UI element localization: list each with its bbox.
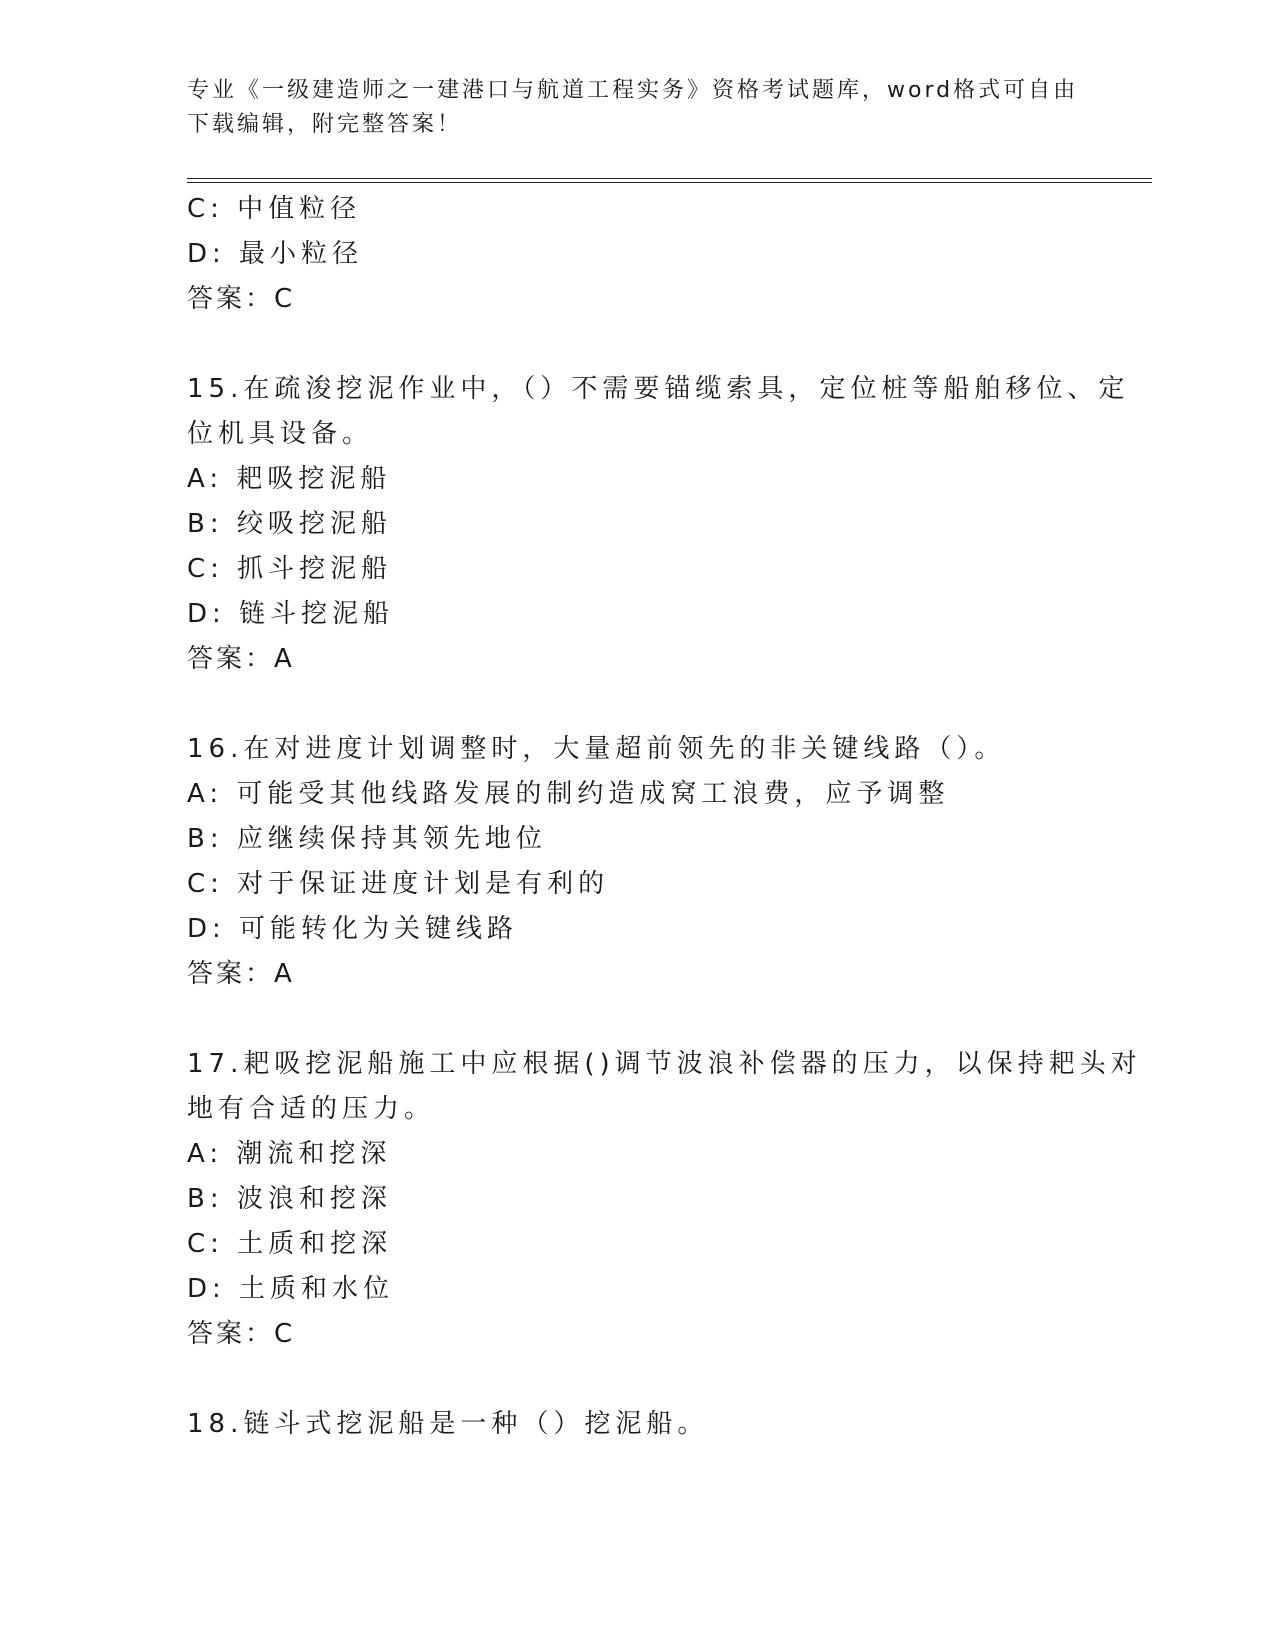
q15-option-d: D: 链斗挖泥船 [187,599,395,629]
header-line-1: 专业《一级建造师之一建港口与航道工程实务》资格考试题库，word格式可自由 [187,78,1079,103]
header-divider-bottom [187,182,1152,183]
header-line-2: 下载编辑，附完整答案！ [187,112,463,137]
q15-answer: 答案：A [187,644,295,674]
q14-option-d: D: 最小粒径 [187,239,364,269]
q16-option-c: C: 对于保证进度计划是有利的 [187,869,610,899]
q17-option-b: B: 波浪和挖深 [187,1184,392,1214]
q16-answer: 答案：A [187,959,295,989]
q15-option-a: A: 耙吸挖泥船 [187,464,392,494]
q15-stem-line-1: 15.在疏浚挖泥作业中，（）不需要锚缆索具，定位桩等船舶移位、定 [187,374,1130,404]
q14-option-c: C: 中值粒径 [187,194,362,224]
q17-option-d: D: 土质和水位 [187,1274,395,1304]
q14-answer: 答案：C [187,284,296,314]
q16-stem-line-1: 16.在对进度计划调整时，大量超前领先的非关键线路（）。 [187,734,1006,764]
header-divider-top [187,178,1152,179]
q15-option-b: B: 绞吸挖泥船 [187,509,392,539]
q17-stem-line-1: 17.耙吸挖泥船施工中应根据()调节波浪补偿器的压力，以保持耙头对 [187,1049,1142,1079]
q17-stem-line-2: 地有合适的压力。 [187,1094,436,1124]
q16-option-a: A: 可能受其他线路发展的制约造成窝工浪费，应予调整 [187,779,950,809]
document-header [187,74,1087,142]
q17-answer: 答案：C [187,1319,296,1349]
q16-option-b: B: 应继续保持其领先地位 [187,824,547,854]
q15-option-c: C: 抓斗挖泥船 [187,554,393,584]
q17-option-a: A: 潮流和挖深 [187,1139,392,1169]
q17-option-c: C: 土质和挖深 [187,1229,393,1259]
q16-option-d: D: 可能转化为关键线路 [187,914,519,944]
q18-stem-line-1: 18.链斗式挖泥船是一种（）挖泥船。 [187,1409,709,1439]
q15-stem-line-2: 位机具设备。 [187,419,374,449]
